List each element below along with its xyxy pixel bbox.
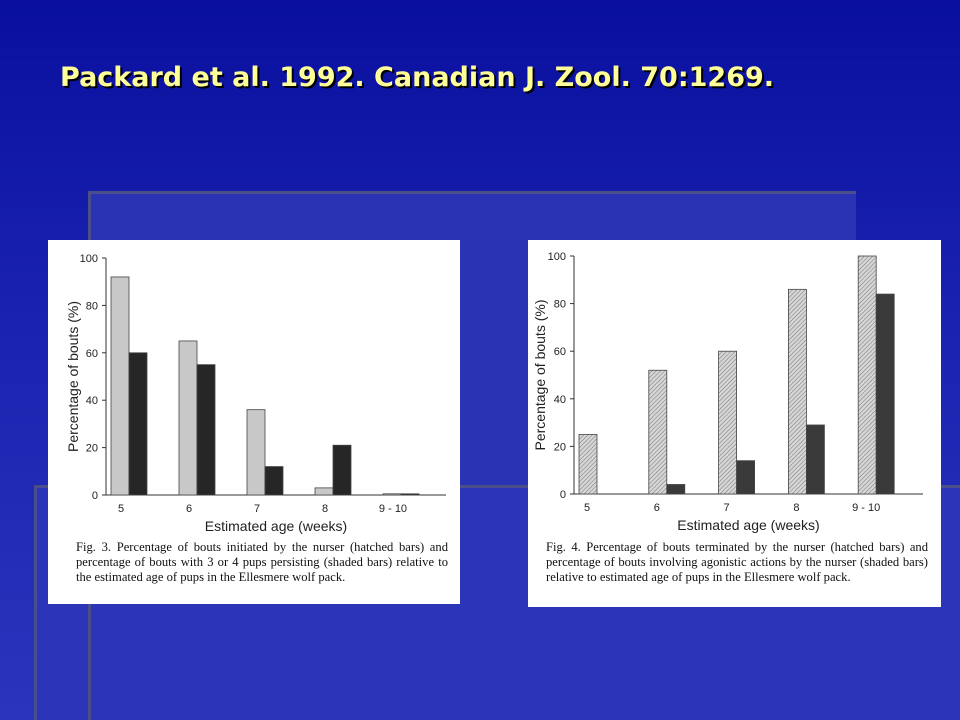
figure-3-panel	[48, 240, 460, 604]
y-tick-label: 80	[85, 300, 98, 313]
x-tick-label: 7	[253, 503, 261, 515]
hatched-bar-8	[788, 289, 806, 494]
x-tick-label: 5	[117, 503, 125, 515]
y-tick-label: 100	[79, 253, 98, 265]
y-axis-title: Percentage of bouts (%)	[65, 301, 81, 452]
shaded-bar-8	[333, 445, 351, 495]
figure-4-caption: Fig. 4. Percentage of bouts terminated by the nurser (hatched bars) and percentage of bouts involving agonistic actions by the nurser (shaded bars) relative to estimated age of pups in the Ellesmere wolf pack.	[546, 540, 928, 585]
figure-4-chart	[528, 240, 941, 536]
figure-3-chart	[48, 240, 460, 540]
shaded-bar-8	[806, 425, 824, 494]
slide-title: Packard et al. 1992. Canadian J. Zool. 70:1269.	[60, 62, 775, 93]
shaded-bar-6	[197, 365, 215, 495]
y-tick-label: 100	[547, 251, 566, 263]
shaded-bar-9-10	[876, 294, 894, 494]
y-tick-label: 60	[85, 347, 98, 360]
divider-line-lower-left	[34, 485, 37, 720]
hatched-bar-6	[649, 370, 667, 494]
y-tick-label: 20	[85, 442, 98, 455]
shaded-bar-9-10	[401, 494, 419, 495]
y-axis-title: Percentage of bouts (%)	[532, 299, 548, 451]
x-axis-title: Estimated age (weeks)	[677, 517, 820, 533]
figure-4-panel	[528, 240, 941, 607]
x-tick-label: 6	[653, 502, 660, 514]
y-tick-label: 0	[91, 490, 98, 502]
hatched-bar-7	[247, 410, 265, 495]
divider-line-top	[88, 191, 856, 194]
shaded-bar-5	[129, 353, 147, 495]
y-tick-label: 40	[85, 395, 98, 408]
x-tick-label: 8	[793, 502, 800, 514]
shaded-bar-6	[667, 484, 685, 494]
hatched-bar-5	[111, 277, 129, 495]
y-tick-label: 20	[553, 441, 566, 454]
x-tick-label: 9 - 10	[378, 503, 408, 515]
hatched-bar-5	[579, 435, 597, 495]
shaded-bar-7	[265, 467, 283, 495]
hatched-bar-8	[315, 488, 333, 495]
y-tick-label: 60	[553, 346, 566, 359]
x-tick-label: 6	[185, 503, 193, 515]
figure-3-caption: Fig. 3. Percentage of bouts initiated by the nurser (hatched bars) and percentage of bouts with 3 or 4 pups persisting (shaded bars) relative to the estimated age of pups in the Ellesmere wolf pack.	[76, 540, 448, 585]
shaded-bar-7	[737, 461, 755, 494]
x-tick-label: 9 - 10	[852, 502, 881, 514]
hatched-bar-9-10	[383, 494, 401, 495]
x-tick-label: 5	[583, 502, 591, 514]
y-tick-label: 40	[553, 393, 566, 406]
hatched-bar-7	[719, 351, 737, 494]
hatched-bar-9-10	[858, 256, 876, 494]
x-axis-title: Estimated age (weeks)	[204, 518, 348, 534]
x-tick-label: 7	[723, 502, 730, 514]
y-tick-label: 0	[559, 489, 566, 501]
y-tick-label: 80	[553, 298, 566, 311]
hatched-bar-6	[179, 341, 197, 495]
x-tick-label: 8	[321, 503, 329, 515]
